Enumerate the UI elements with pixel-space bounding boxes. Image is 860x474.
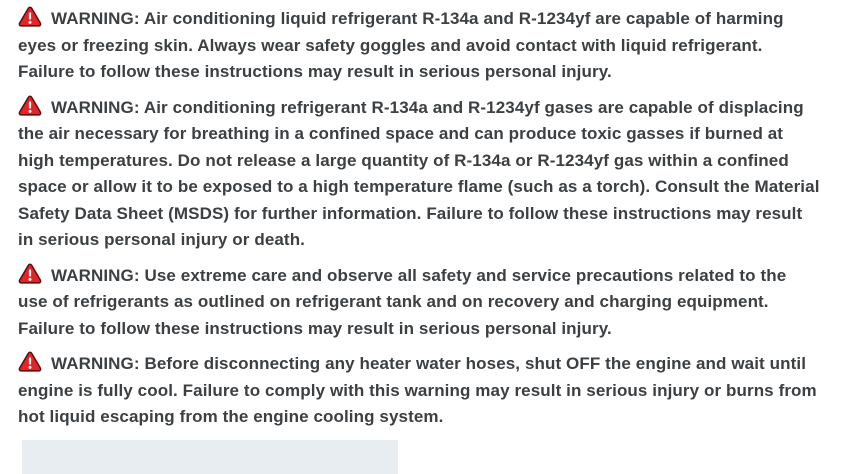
warning-paragraph: [18, 95, 820, 254]
warning-text: Air conditioning liquid refrigerant R-134a and R-1234yf are capable of harming eyes or freezing skin. Always wear safety goggles and avoid contact with liquid refrigerant. Failure to follow these instructions may result in serious personal injury.: [18, 9, 784, 81]
warning-label: WARNING:: [51, 9, 140, 28]
warning-text: Air conditioning refrigerant R-134a and R-1234yf gases are capable of displacing the air necessary for breathing in a confined space and can produce toxic gasses if burned at high temperatures. Do not release a large quantity of R-134a or R-1234yf gas within a confined space or allow it to be exposed to a high temperature flame (such as a torch). Consult the Material Safety Data Sheet (MSDS) for further information. Failure to follow these instructions may result in serious personal injury or death.: [18, 97, 820, 249]
warning-paragraph: [18, 263, 820, 343]
warning-triangle-icon: [18, 263, 42, 284]
warning-triangle-icon: [18, 6, 42, 27]
warning-label: WARNING:: [51, 265, 140, 285]
warning-text: Use extreme care and observe all safety and service precautions related to the use of refrigerants as outlined on refrigerant tank and on recovery and charging equipment. Failure to follow these instructions may result in serious personal injury.: [18, 265, 787, 338]
warning-paragraph: [18, 351, 820, 431]
warning-label: WARNING:: [51, 354, 140, 373]
warning-triangle-icon: [18, 95, 42, 116]
warning-label: WARNING:: [51, 97, 140, 117]
warning-paragraph: [18, 6, 820, 86]
warning-triangle-icon: [18, 351, 42, 372]
partial-content-block: [22, 440, 398, 474]
warning-text: Before disconnecting any heater water hoses, shut OFF the engine and wait until engine is fully cool. Failure to comply with this warning may result in serious injury or burns from hot liquid escaping from the engine cooling system.: [18, 354, 817, 426]
